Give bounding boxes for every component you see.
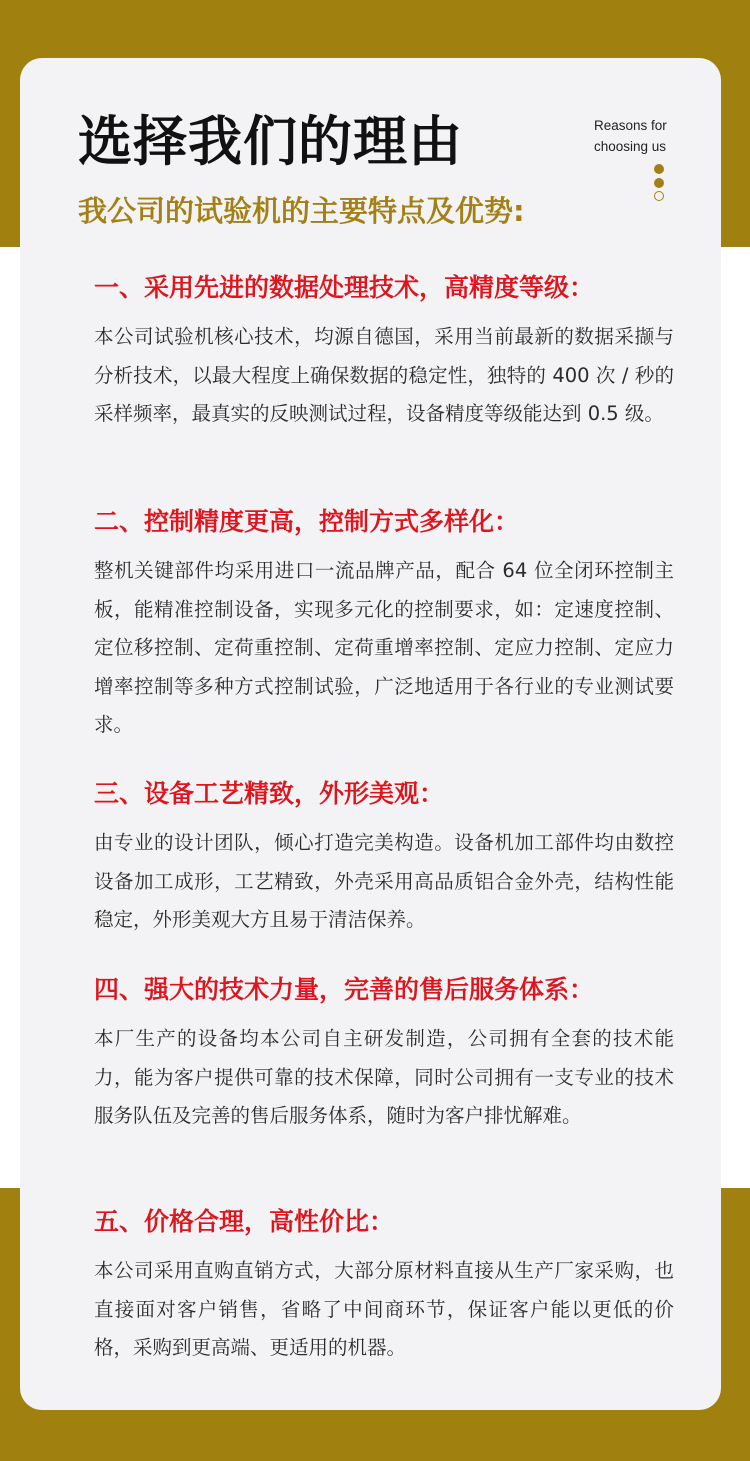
feature-heading: 一、采用先进的数据处理技术，高精度等级： bbox=[94, 273, 595, 302]
page-title: 选择我们的理由 bbox=[78, 110, 463, 173]
english-tagline-line2: choosing us bbox=[594, 139, 667, 154]
english-tagline bbox=[594, 115, 684, 157]
feature-section-5 bbox=[94, 1204, 674, 1368]
feature-heading: 二、控制精度更高，控制方式多样化： bbox=[94, 507, 520, 536]
feature-section-3 bbox=[94, 776, 674, 940]
feature-body: 本公司采用直购直销方式，大部分原材料直接从生产厂家采购，也直接面对客户销售，省略了中间商环节，保证客户能以更低的价格，采购到更高端、更适用的机器。 bbox=[94, 1259, 674, 1359]
decorative-dots bbox=[654, 164, 666, 205]
feature-section-2 bbox=[94, 504, 674, 745]
dot-icon bbox=[654, 164, 664, 174]
feature-body: 本公司试验机核心技术，均源自德国，采用当前最新的数据采撷与分析技术，以最大程度上确保数据的稳定性，独特的 400 次 / 秒的采样频率，最真实的反映测试过程，设备精度等级能达到 0.5 级。 bbox=[94, 325, 674, 425]
dot-icon bbox=[654, 178, 664, 188]
feature-heading: 五、价格合理，高性价比： bbox=[94, 1207, 395, 1236]
feature-body: 整机关键部件均采用进口一流品牌产品，配合 64 位全闭环控制主板，能精准控制设备，实现多元化的控制要求，如：定速度控制、定位移控制、定荷重控制、定荷重增率控制、定应力控制、定应力增率控制等多种方式控制试验，广泛地适用于各行业的专业测试要求。 bbox=[94, 559, 674, 736]
feature-section-4 bbox=[94, 972, 674, 1136]
english-tagline-line1: Reasons for bbox=[594, 118, 667, 133]
hollow-dot-icon bbox=[654, 191, 664, 201]
feature-section-1 bbox=[94, 270, 674, 434]
feature-heading: 三、设备工艺精致，外形美观： bbox=[94, 779, 445, 808]
feature-body: 由专业的设计团队，倾心打造完美构造。设备机加工部件均由数控设备加工成形，工艺精致，外壳采用高品质铝合金外壳，结构性能稳定，外形美观大方且易于清洁保养。 bbox=[94, 831, 674, 931]
content-card bbox=[20, 58, 721, 1410]
feature-heading: 四、强大的技术力量，完善的售后服务体系： bbox=[94, 975, 595, 1004]
feature-body: 本厂生产的设备均本公司自主研发制造，公司拥有全套的技术能力，能为客户提供可靠的技术保障，同时公司拥有一支专业的技术服务队伍及完善的售后服务体系，随时为客户排忧解难。 bbox=[94, 1027, 674, 1127]
page-subtitle: 我公司的试验机的主要特点及优势: bbox=[78, 194, 525, 228]
